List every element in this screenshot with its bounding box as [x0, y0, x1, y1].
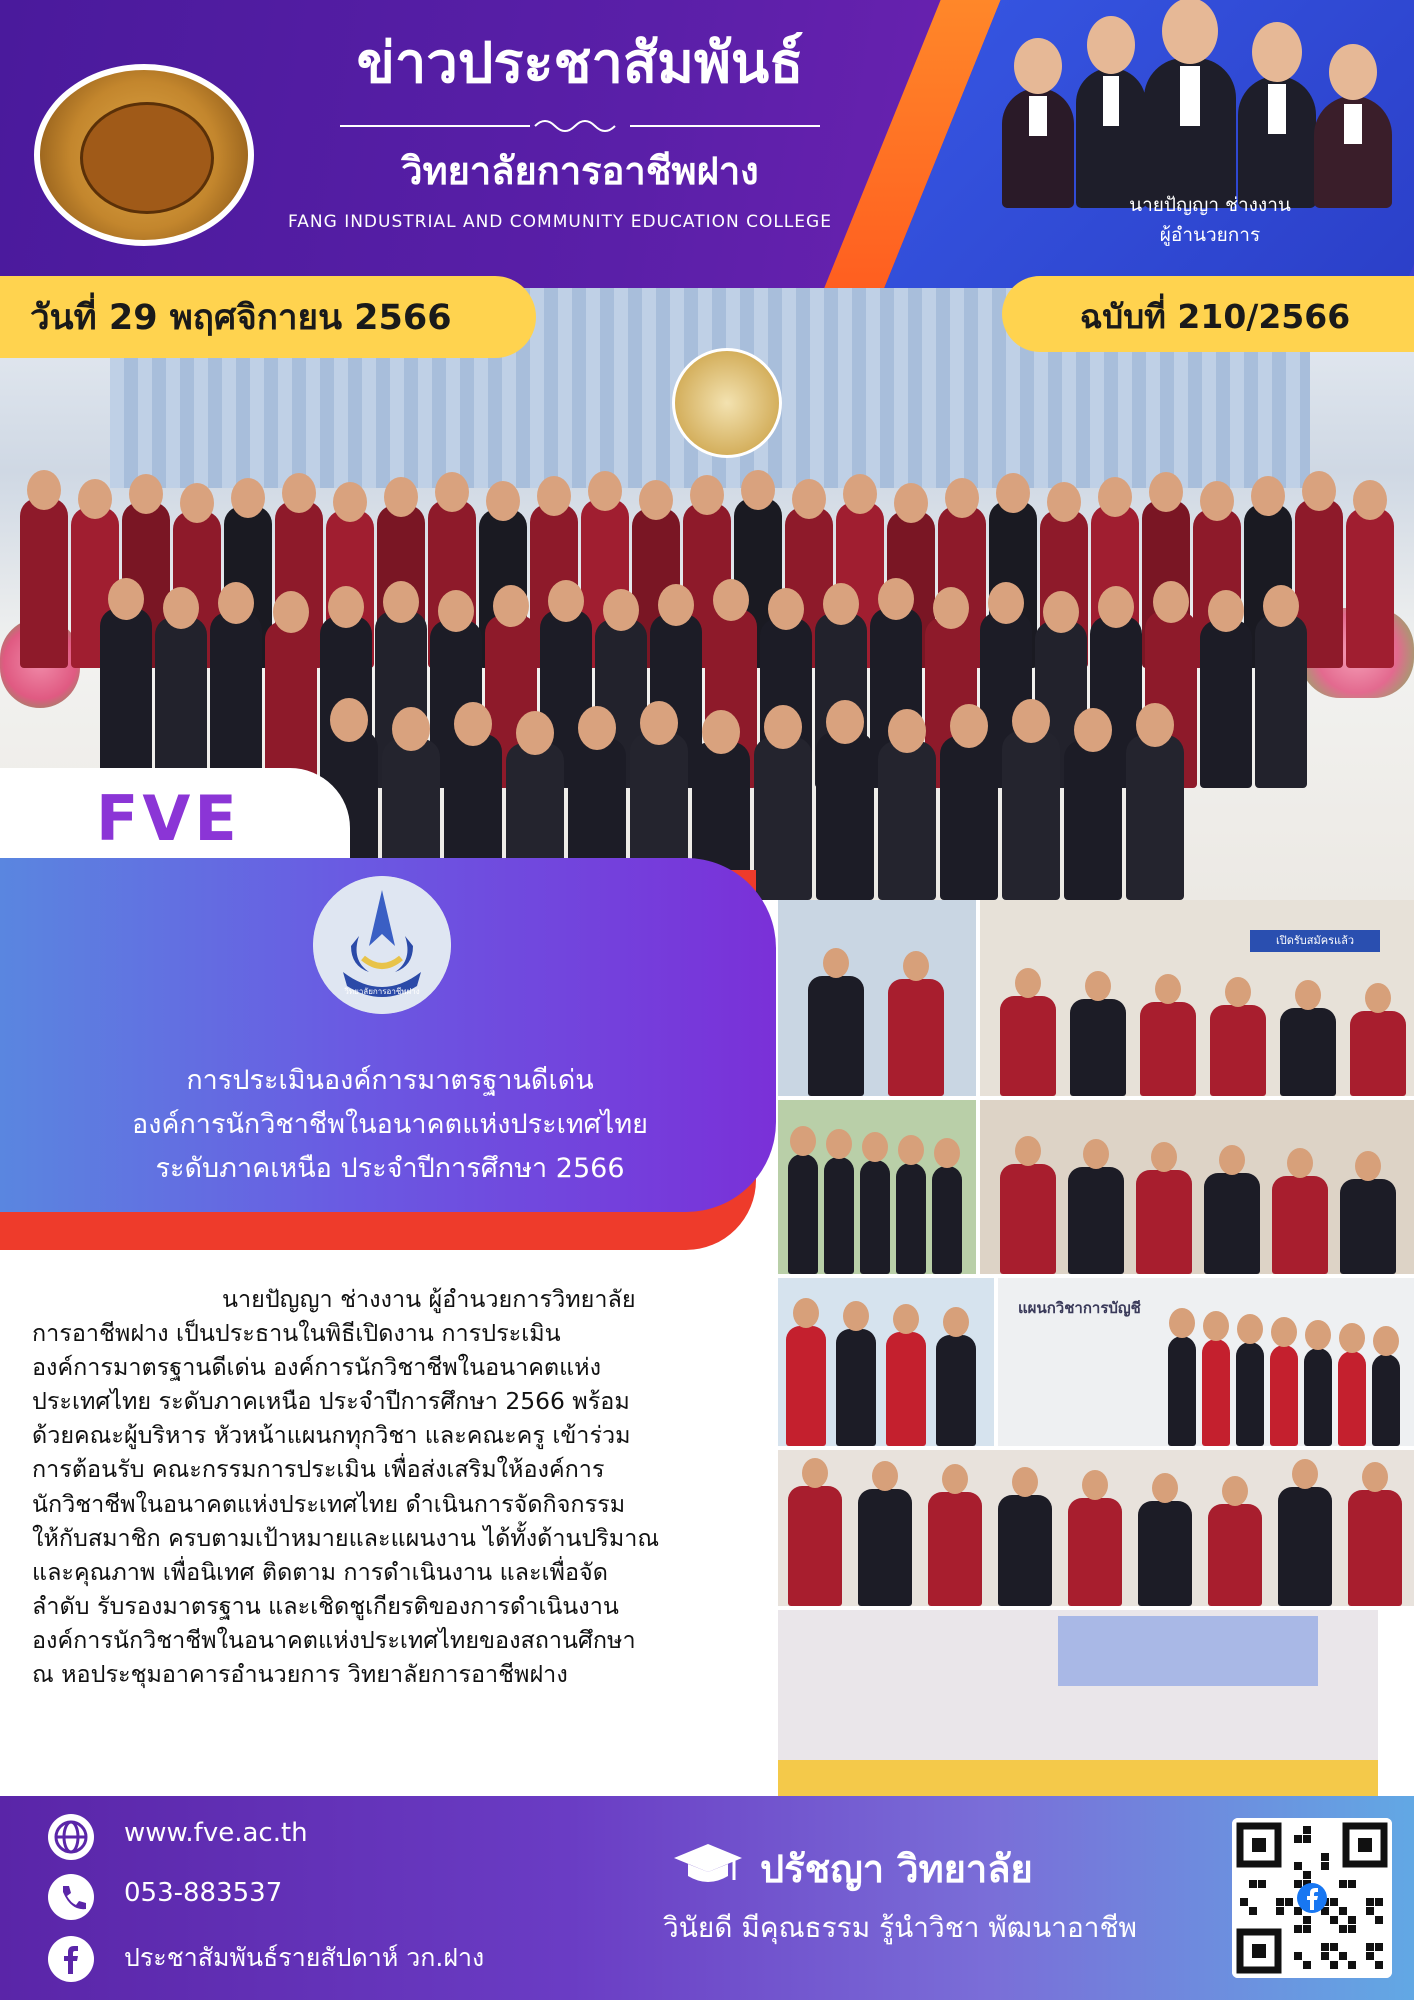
- person-figure: [1280, 1008, 1336, 1096]
- person-figure: [1068, 1498, 1122, 1606]
- person-figure: [1236, 1342, 1264, 1446]
- logo-emblem: [80, 102, 214, 214]
- photo-accounting-department: [998, 1278, 1414, 1446]
- person-figure: [1210, 1005, 1266, 1096]
- ornament-divider: [340, 118, 820, 134]
- body-line: และคุณภาพ เพื่อนิเทศ ติดตาม การดำเนินงาน และเพื่อจัด: [32, 1557, 608, 1586]
- headline-line-1: การประเมินองค์การมาตรฐานดีเด่น: [186, 1065, 594, 1096]
- person-figure: [936, 1335, 976, 1446]
- headline-line-2: องค์การนักวิชาชีพในอนาคตแห่งประเทศไทย: [131, 1109, 648, 1140]
- body-line: ให้กับสมาชิก ครบตามเป้าหมายและแผนงาน ได้ทั้งด้านปริมาณ: [32, 1523, 660, 1552]
- person-figure: [1000, 996, 1056, 1096]
- person-figure: [816, 732, 874, 900]
- page-title: ข่าวประชาสัมพันธ์: [356, 30, 804, 96]
- person-figure: [788, 1154, 818, 1274]
- college-logo: [34, 64, 254, 246]
- person-figure: [1068, 1167, 1124, 1274]
- accounting-sign: แผนกวิชาการบัญชี: [1018, 1299, 1141, 1317]
- person-figure: [788, 1486, 842, 1606]
- person-figure: [878, 741, 936, 900]
- philosophy-title: ปรัชญา วิทยาลัย: [760, 1846, 1033, 1891]
- director-role: ผู้อำนวยการ: [1159, 224, 1261, 246]
- photo-auditorium: [778, 1610, 1378, 1796]
- person-figure: [808, 976, 864, 1096]
- person-figure: [1272, 1176, 1328, 1274]
- person-figure: [886, 1332, 926, 1446]
- philosophy-text: วินัยดี มีคุณธรรม รู้นำวิชา พัฒนาอาชีพ: [663, 1911, 1137, 1944]
- person-figure: [932, 1166, 962, 1274]
- person-figure: [1270, 1345, 1298, 1446]
- photo-meeting-table: [980, 900, 1414, 1096]
- body-line: ลำดับ รับรองมาตรฐาน และเชิดชูเกียรติของการดำเนินงาน: [32, 1591, 619, 1620]
- person-figure: [754, 737, 812, 900]
- news-body: [32, 1282, 762, 1691]
- website-link[interactable]: www.fve.ac.th: [124, 1818, 308, 1848]
- phone-number: 053-883537: [124, 1878, 283, 1908]
- facebook-page-link[interactable]: ประชาสัมพันธ์รายสัปดาห์ วก.ฝาง: [124, 1943, 485, 1972]
- photo-reception-line: [778, 1100, 976, 1274]
- headline-line-3: ระดับภาคเหนือ ประจำปีการศึกษา 2566: [155, 1153, 625, 1184]
- body-line: การอาชีพฝาง เป็นประธานในพิธีเปิดงาน การประเมิน: [32, 1319, 561, 1348]
- person-figure: [888, 979, 944, 1096]
- person-figure: [940, 736, 998, 900]
- person-figure: [1350, 1011, 1406, 1096]
- person-figure: [1000, 1164, 1056, 1274]
- issue-number: ฉบับที่ 210/2566: [1079, 297, 1351, 336]
- body-line: องค์การนักวิชาชีพในอนาคตแห่งประเทศไทยของสถานศึกษา: [32, 1625, 636, 1654]
- body-line: นายปัญญา ช่างงาน ผู้อำนวยการวิทยาลัย: [222, 1285, 636, 1313]
- body-line: องค์การมาตรฐานดีเด่น องค์การนักวิชาชีพในอนาคตแห่ง: [32, 1353, 602, 1382]
- person-figure: [1208, 1504, 1262, 1606]
- registration-sign: เปิดรับสมัครแล้ว: [1250, 930, 1380, 952]
- person-figure: [1070, 999, 1126, 1096]
- college-name-thai: วิทยาลัยการอาชีพฝาง: [401, 148, 759, 193]
- person-figure: [824, 1157, 854, 1274]
- fve-label: FVE: [96, 782, 241, 855]
- college-name-english: FANG INDUSTRIAL AND COMMUNITY EDUCATION COLLEGE: [288, 212, 832, 232]
- qr-code[interactable]: [1232, 1818, 1392, 1978]
- body-line: ด้วยคณะผู้บริหาร หัวหน้าแผนกทุกวิชา และคณะครู เข้าร่วม: [32, 1421, 631, 1450]
- person-figure: [896, 1163, 926, 1274]
- person-figure: [1002, 731, 1060, 900]
- person-figure: [1138, 1501, 1192, 1606]
- auditorium-chairs: [778, 1760, 1378, 1796]
- person-figure: [1202, 1339, 1230, 1446]
- body-line: นักวิชาชีพในอนาคตแห่งประเทศไทย ดำเนินการจัดกิจกรรม: [32, 1489, 626, 1518]
- activity-photo-grid: [778, 900, 1414, 1796]
- photo-interview: [778, 1450, 1414, 1606]
- person-figure: [1338, 1351, 1366, 1446]
- person-figure: [860, 1160, 890, 1274]
- body-line: ณ หอประชุมอาคารอำนวยการ วิทยาลัยการอาชีพฝาง: [32, 1660, 568, 1689]
- logo-caption: วิทยาลัยการอาชีพฝาง: [344, 987, 420, 996]
- executives-photo: [998, 28, 1398, 208]
- person-figure: [836, 1329, 876, 1446]
- facebook-icon: [48, 1936, 94, 1982]
- person-figure: [1126, 735, 1184, 900]
- person-figure: [1204, 1173, 1260, 1274]
- photo-speech: [778, 900, 976, 1096]
- person-figure: [1340, 1179, 1396, 1274]
- issue-date: วันที่ 29 พฤศจิกายน 2566: [30, 298, 452, 338]
- person-figure: [1064, 740, 1122, 900]
- person-figure: [1304, 1348, 1332, 1446]
- auditorium-stage: [1058, 1616, 1318, 1686]
- person-figure: [1140, 1002, 1196, 1096]
- body-line: การต้อนรับ คณะกรรมการประเมิน เพื่อส่งเสริมให้องค์การ: [32, 1455, 605, 1484]
- director-name: นายปัญญา ช่างงาน: [1129, 194, 1291, 216]
- person-figure: [1168, 1336, 1196, 1446]
- person-figure: [1372, 1354, 1400, 1446]
- person-figure: [1278, 1487, 1332, 1606]
- photo-greeting: [778, 1278, 994, 1446]
- person-figure: [786, 1326, 826, 1446]
- phone-icon: [48, 1874, 94, 1920]
- graduation-cap-icon: [672, 1840, 744, 1890]
- body-line: ประเทศไทย ระดับภาคเหนือ ประจำปีการศึกษา 2566 พร้อม: [32, 1387, 630, 1416]
- person-figure: [928, 1492, 982, 1606]
- person-figure: [1136, 1170, 1192, 1274]
- photo-evaluation-table: [980, 1100, 1414, 1274]
- globe-icon: [48, 1814, 94, 1860]
- person-figure: [998, 1495, 1052, 1606]
- person-figure: [858, 1489, 912, 1606]
- person-figure: [1348, 1490, 1402, 1606]
- organization-logo: [313, 876, 451, 1014]
